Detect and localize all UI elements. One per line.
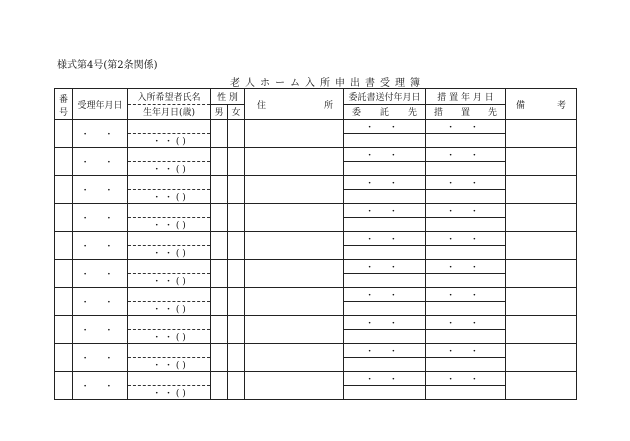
cell-receipt-date: ・ ・	[73, 344, 128, 372]
cell-commission-date: ・ ・	[344, 232, 426, 246]
table-row	[55, 288, 577, 302]
cell-receipt-date: ・ ・	[73, 316, 128, 344]
cell-measure-dest	[426, 134, 506, 148]
cell-measure-date: ・ ・	[426, 120, 506, 134]
table-row	[55, 176, 577, 190]
cell-male	[211, 372, 228, 400]
cell-commission-date: ・ ・	[344, 148, 426, 162]
cell-commission-dest	[344, 162, 426, 176]
cell-commission-date: ・ ・	[344, 288, 426, 302]
header-measure-dest: 措 置 先	[426, 104, 506, 120]
cell-address	[245, 372, 344, 400]
cell-applicant-name	[128, 204, 211, 218]
cell-commission-dest	[344, 190, 426, 204]
cell-receipt-date: ・ ・	[73, 204, 128, 232]
cell-birth-age: ・ ・ ( )	[128, 246, 211, 260]
header-commission-date: 委託書送付年月日	[344, 89, 426, 105]
cell-remarks	[506, 372, 577, 400]
cell-female	[228, 260, 245, 288]
cell-commission-dest	[344, 134, 426, 148]
header-address: 住 所	[245, 89, 344, 120]
cell-commission-date: ・ ・	[344, 316, 426, 330]
cell-remarks	[506, 344, 577, 372]
header-male: 男	[211, 104, 228, 120]
cell-measure-dest	[426, 274, 506, 288]
cell-commission-dest	[344, 330, 426, 344]
cell-measure-dest	[426, 246, 506, 260]
cell-number	[55, 120, 73, 148]
cell-remarks	[506, 288, 577, 316]
cell-female	[228, 316, 245, 344]
cell-female	[228, 232, 245, 260]
cell-birth-age: ・ ・ ( )	[128, 190, 211, 204]
cell-measure-dest	[426, 330, 506, 344]
cell-remarks	[506, 148, 577, 176]
table-row	[55, 204, 577, 218]
ledger-table	[54, 88, 577, 400]
page-title: 老人ホーム入所申出書受理簿	[230, 78, 425, 89]
cell-male	[211, 232, 228, 260]
cell-male	[211, 176, 228, 204]
table-row	[55, 148, 577, 162]
cell-address	[245, 148, 344, 176]
cell-male	[211, 344, 228, 372]
cell-measure-date: ・ ・	[426, 344, 506, 358]
cell-female	[228, 204, 245, 232]
cell-male	[211, 288, 228, 316]
cell-applicant-name	[128, 232, 211, 246]
cell-measure-date: ・ ・	[426, 148, 506, 162]
cell-address	[245, 204, 344, 232]
cell-measure-dest	[426, 190, 506, 204]
cell-applicant-name	[128, 176, 211, 190]
table-row	[55, 316, 577, 330]
header-birth-age: 生年月日(歳)	[128, 104, 211, 120]
cell-commission-dest	[344, 386, 426, 400]
cell-receipt-date: ・ ・	[73, 232, 128, 260]
cell-male	[211, 260, 228, 288]
cell-male	[211, 120, 228, 148]
cell-female	[228, 176, 245, 204]
cell-measure-dest	[426, 358, 506, 372]
cell-measure-dest	[426, 386, 506, 400]
cell-commission-dest	[344, 218, 426, 232]
cell-commission-date: ・ ・	[344, 176, 426, 190]
cell-applicant-name	[128, 316, 211, 330]
cell-number	[55, 232, 73, 260]
header-receipt-date: 受理年月日	[73, 89, 128, 120]
cell-commission-date: ・ ・	[344, 260, 426, 274]
cell-measure-date: ・ ・	[426, 232, 506, 246]
cell-birth-age: ・ ・ ( )	[128, 358, 211, 372]
cell-measure-date: ・ ・	[426, 176, 506, 190]
cell-measure-dest	[426, 162, 506, 176]
header-measure-date: 措 置 年 月 日	[426, 89, 506, 105]
cell-commission-dest	[344, 274, 426, 288]
cell-address	[245, 316, 344, 344]
cell-remarks	[506, 176, 577, 204]
cell-address	[245, 232, 344, 260]
table-row	[55, 232, 577, 246]
cell-number	[55, 372, 73, 400]
cell-commission-date: ・ ・	[344, 204, 426, 218]
cell-commission-date: ・ ・	[344, 372, 426, 386]
cell-address	[245, 260, 344, 288]
cell-male	[211, 148, 228, 176]
cell-male	[211, 316, 228, 344]
header-applicant-name: 入所希望者氏名	[128, 89, 211, 105]
cell-measure-dest	[426, 302, 506, 316]
cell-female	[228, 288, 245, 316]
cell-address	[245, 176, 344, 204]
cell-measure-date: ・ ・	[426, 316, 506, 330]
header-female: 女	[228, 104, 245, 120]
cell-address	[245, 344, 344, 372]
cell-receipt-date: ・ ・	[73, 260, 128, 288]
cell-commission-date: ・ ・	[344, 120, 426, 134]
header-number: 番 号	[55, 89, 73, 120]
cell-birth-age: ・ ・ ( )	[128, 218, 211, 232]
cell-female	[228, 148, 245, 176]
cell-measure-date: ・ ・	[426, 204, 506, 218]
cell-remarks	[506, 204, 577, 232]
cell-measure-date: ・ ・	[426, 372, 506, 386]
cell-birth-age: ・ ・ ( )	[128, 386, 211, 400]
cell-number	[55, 260, 73, 288]
cell-receipt-date: ・ ・	[73, 120, 128, 148]
cell-birth-age: ・ ・ ( )	[128, 330, 211, 344]
cell-applicant-name	[128, 372, 211, 386]
cell-female	[228, 120, 245, 148]
cell-receipt-date: ・ ・	[73, 176, 128, 204]
cell-measure-date: ・ ・	[426, 260, 506, 274]
table-row	[55, 120, 577, 134]
cell-measure-dest	[426, 218, 506, 232]
cell-receipt-date: ・ ・	[73, 148, 128, 176]
cell-birth-age: ・ ・ ( )	[128, 274, 211, 288]
cell-number	[55, 316, 73, 344]
cell-commission-dest	[344, 246, 426, 260]
cell-remarks	[506, 260, 577, 288]
cell-commission-date: ・ ・	[344, 344, 426, 358]
cell-measure-date: ・ ・	[426, 288, 506, 302]
cell-address	[245, 120, 344, 148]
cell-commission-dest	[344, 302, 426, 316]
cell-number	[55, 288, 73, 316]
cell-number	[55, 176, 73, 204]
table-row	[55, 372, 577, 386]
cell-male	[211, 204, 228, 232]
cell-applicant-name	[128, 344, 211, 358]
cell-commission-dest	[344, 358, 426, 372]
table-row	[55, 344, 577, 358]
cell-receipt-date: ・ ・	[73, 288, 128, 316]
header-remarks: 備 考	[506, 89, 577, 120]
cell-number	[55, 148, 73, 176]
header-sex: 性 別	[211, 89, 245, 105]
cell-birth-age: ・ ・ ( )	[128, 162, 211, 176]
header-commission-dest: 委 託 先	[344, 104, 426, 120]
cell-female	[228, 372, 245, 400]
cell-remarks	[506, 120, 577, 148]
cell-address	[245, 288, 344, 316]
cell-receipt-date: ・ ・	[73, 372, 128, 400]
form-reference: 様式第4号(第2条関係)	[57, 60, 158, 71]
cell-female	[228, 344, 245, 372]
cell-applicant-name	[128, 260, 211, 274]
table-row	[55, 260, 577, 274]
cell-applicant-name	[128, 288, 211, 302]
cell-remarks	[506, 316, 577, 344]
cell-applicant-name	[128, 148, 211, 162]
cell-number	[55, 344, 73, 372]
cell-birth-age: ・ ・ ( )	[128, 134, 211, 148]
cell-birth-age: ・ ・ ( )	[128, 302, 211, 316]
header-row-1	[55, 89, 577, 105]
cell-number	[55, 204, 73, 232]
cell-remarks	[506, 232, 577, 260]
cell-applicant-name	[128, 120, 211, 134]
